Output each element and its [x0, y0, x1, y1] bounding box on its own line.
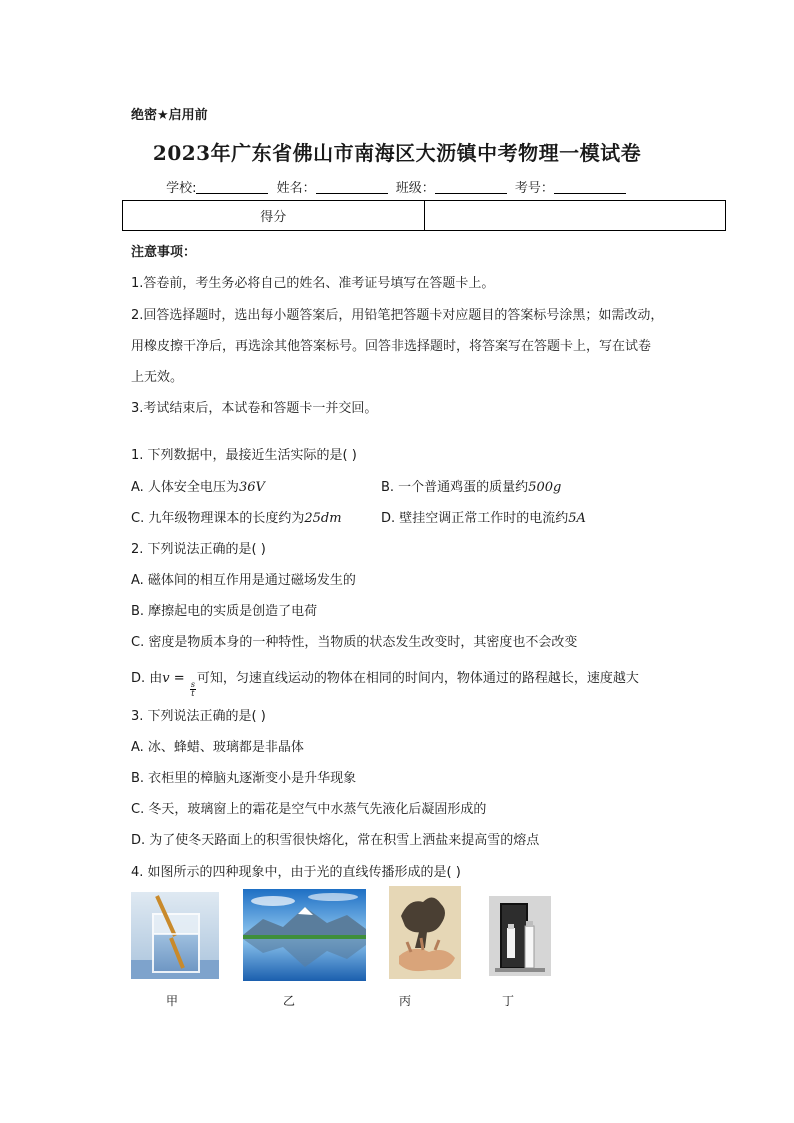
name-blank[interactable]: [316, 181, 388, 194]
q3-option-c[interactable]: C. 冬天，玻璃窗上的霜花是空气中水蒸气先液化后凝固形成的: [131, 802, 487, 817]
question-3-stem: 3. 下列说法正确的是( ): [131, 709, 266, 724]
image-pencil-in-glass: [131, 892, 219, 979]
image-mountain-reflection: [243, 889, 366, 981]
q1-option-b[interactable]: B. 一个普通鸡蛋的质量约500g: [381, 480, 562, 495]
score-label-cell: 得分: [260, 210, 287, 225]
q3-option-d[interactable]: D. 为了使冬天路面上的积雪很快熔化，常在积雪上洒盐来提高雪的熔点: [131, 833, 540, 848]
name-label: 姓名：: [276, 181, 316, 196]
q1-option-c[interactable]: C. 九年级物理课本的长度约为25dm: [131, 511, 342, 526]
q2-option-b[interactable]: B. 摩擦起电的实质是创造了电荷: [131, 604, 318, 619]
school-blank[interactable]: [196, 181, 268, 194]
confidential-label: 绝密★启用前: [131, 108, 208, 123]
velocity-symbol: v: [162, 671, 170, 686]
student-info-row: [0, 177, 794, 196]
class-blank[interactable]: [435, 181, 507, 194]
image-hand-shadow: [389, 886, 461, 979]
q2-option-c[interactable]: C. 密度是物质本身的一种特性，当物质的状态发生改变时，其密度也不会改变: [131, 635, 578, 650]
question-4-stem: 4. 如图所示的四种现象中，由于光的直线传播形成的是( ): [131, 865, 461, 880]
class-label: 班级：: [395, 181, 435, 196]
page-title: 2023年广东省佛山市南海区大沥镇中考物理一模试卷: [152, 141, 642, 165]
q1-option-d[interactable]: D. 壁挂空调正常工作时的电流约5A: [381, 511, 586, 526]
note-line: 3.考试结束后，本试卷和答题卡一并交回。: [131, 401, 378, 416]
question-1-stem: 1. 下列数据中，最接近生活实际的是( ): [131, 448, 357, 463]
q3-option-a[interactable]: A. 冰、蜂蜡、玻璃都是非晶体: [131, 740, 304, 755]
q3-option-b[interactable]: B. 衣柜里的樟脑丸逐渐变小是升华现象: [131, 771, 357, 786]
image-mirror-reflection: [489, 896, 551, 976]
q2-option-d[interactable]: D. 由v = $\frac{s}{t}$ 可知，匀速直线运动的物体在相同的时间内，物体通过的路程越长，速度越大: [131, 671, 639, 698]
exam-no-label: 考号：: [514, 181, 554, 196]
score-value-cell[interactable]: [424, 201, 726, 230]
note-line: 2.回答选择题时，选出每小题答案后，用铅笔把答题卡对应题目的答案标号涂黑；如需改动，: [131, 308, 664, 323]
note-line: 用橡皮擦干净后，再选涂其他答案标号。回答非选择题时，将答案写在答题卡上，写在试卷: [131, 339, 652, 354]
note-line: 1.答卷前，考生务必将自己的姓名、准考证号填写在答题卡上。: [131, 276, 495, 291]
caption-ding: 丁: [502, 994, 515, 1008]
fraction-s-over-t: $\frac{s}{t}$: [190, 680, 195, 698]
note-line: 上无效。: [131, 370, 184, 385]
caption-jia: 甲: [166, 994, 179, 1008]
question-2-stem: 2. 下列说法正确的是( ): [131, 542, 266, 557]
score-table: [122, 200, 726, 231]
caption-bing: 丙: [399, 994, 412, 1008]
q1-option-a[interactable]: A. 人体安全电压为36V: [131, 480, 265, 495]
exam-no-blank[interactable]: [554, 181, 626, 194]
school-label: 学校:: [166, 181, 197, 196]
q2-option-a[interactable]: A. 磁体间的相互作用是通过磁场发生的: [131, 573, 356, 588]
caption-yi: 乙: [283, 994, 296, 1008]
notes-heading: 注意事项：: [131, 245, 197, 260]
